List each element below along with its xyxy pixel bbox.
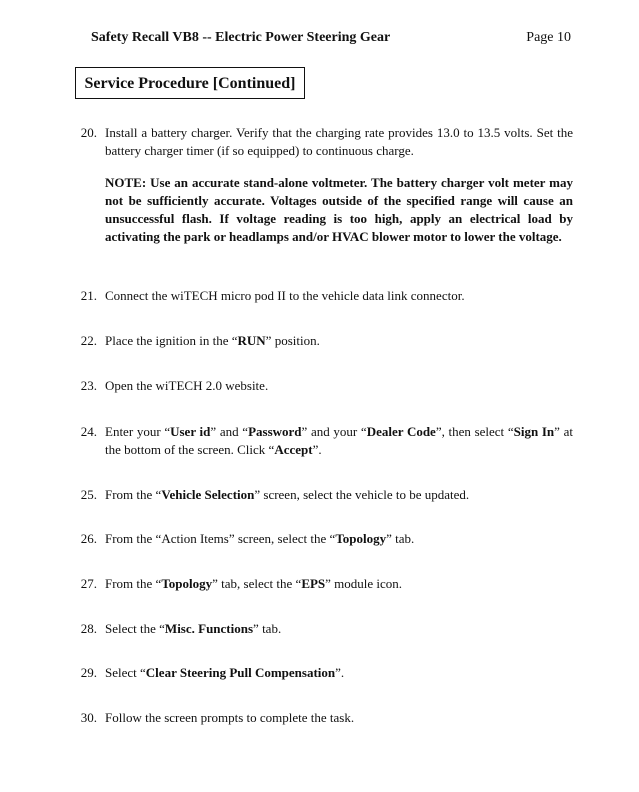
section-title: Service Procedure [Continued] [75, 67, 305, 99]
step-20: 20. Install a battery charger. Verify that the charging rate provides 13.0 to 13.5 volts. Set the battery charger timer (if so equipped) to continuous charge. [80, 125, 573, 158]
step-text: Follow the screen prompts to complete the task. [105, 710, 355, 725]
step-25: 25. From the “Vehicle Selection” screen, select the vehicle to be updated. [75, 486, 573, 504]
step-text: Install a battery charger. Verify that the charging rate provides 13.0 to 13.5 volts. Set the battery charger timer (if so equipped) to continuous charge. [105, 125, 573, 158]
step-30: 30. Follow the screen prompts to complete the task. [75, 709, 573, 727]
step-text: Place the ignition in the “RUN” position. [105, 333, 320, 348]
step-text: Select the “Misc. Functions” tab. [105, 621, 282, 636]
step-23: 23. Open the wiTECH 2.0 website. [75, 377, 573, 395]
step-text: Open the wiTECH 2.0 website. [105, 378, 269, 393]
step-text: From the “Topology” tab, select the “EPS” module icon. [105, 576, 403, 591]
step-29: 29. Select “Clear Steering Pull Compensation”. [75, 664, 573, 682]
header-title: Safety Recall VB8 -- Electric Power Steering Gear [91, 30, 391, 45]
step-27: 27. From the “Topology” tab, select the “EPS” module icon. [75, 575, 573, 593]
step-22: 22. Place the ignition in the “RUN” position. [75, 332, 573, 350]
page-number: Page 10 [526, 30, 571, 45]
voltmeter-note: NOTE: Use an accurate stand-alone voltmeter. The battery charger volt meter may not be sufficiently accurate. Voltages outside of the specified range will cause an unsuccessful flash. If voltage reading is too high, apply an electrical load by activating the park or headlamps and/or HVAC blower motor to lower the voltage. [105, 175, 573, 244]
step-text: From the “Vehicle Selection” screen, select the vehicle to be updated. [105, 487, 470, 502]
step-text: Enter your “User id” and “Password” and your “Dealer Code”, then select “Sign In” at the bottom of the screen. Click “Accept”. [105, 424, 573, 457]
step-21: 21. Connect the wiTECH micro pod II to the vehicle data link connector. [75, 287, 573, 305]
step-28: 28. Select the “Misc. Functions” tab. [75, 620, 573, 638]
step-26: 26. From the “Action Items” screen, select the “Topology” tab. [75, 530, 573, 548]
step-24: 24. Enter your “User id” and “Password” and your “Dealer Code”, then select “Sign In” at the bottom of the screen. Click “Accept”. [80, 424, 573, 457]
step-text: Connect the wiTECH micro pod II to the vehicle data link connector. [105, 288, 465, 303]
step-text: Select “Clear Steering Pull Compensation”. [105, 665, 345, 680]
step-text: From the “Action Items” screen, select the “Topology” tab. [105, 531, 415, 546]
